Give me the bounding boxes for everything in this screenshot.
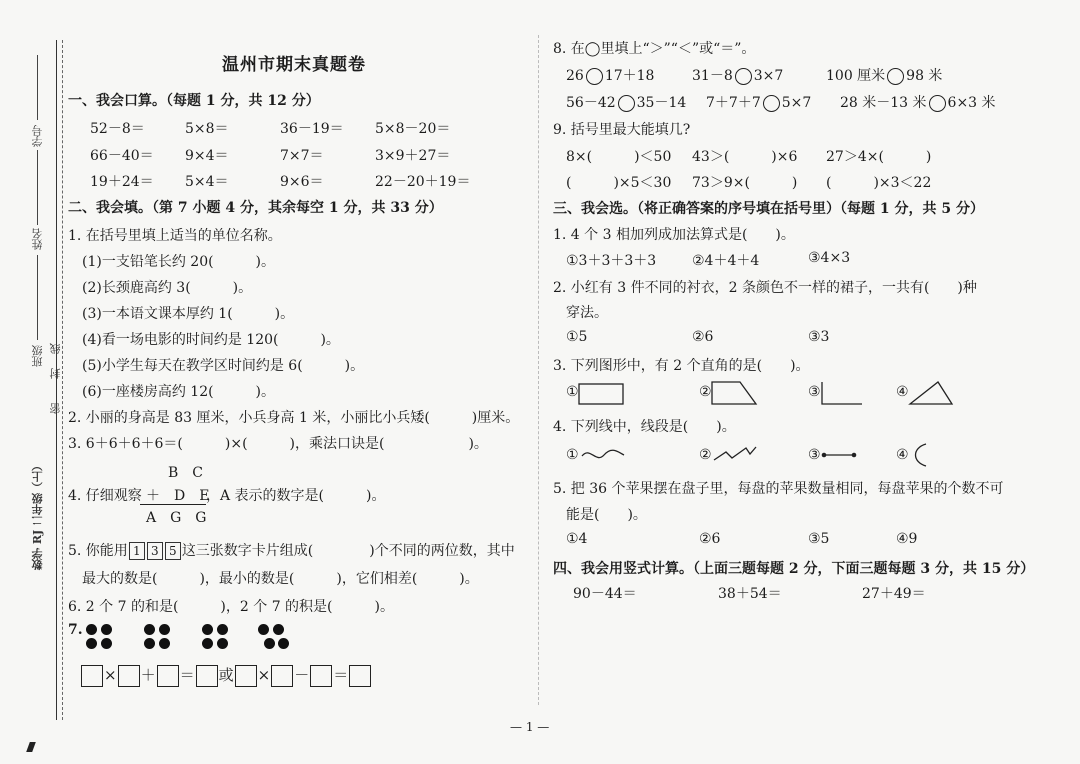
compare-circle[interactable] xyxy=(763,95,780,112)
mental-math-item: 5×8＝ xyxy=(185,121,229,137)
compare-item: 100 厘米 98 米 xyxy=(826,68,943,84)
answer-box[interactable] xyxy=(310,665,332,687)
question-1-item: (1)一支铅笔长约 20( )。 xyxy=(82,254,276,270)
mental-math-item: 19＋24＝ xyxy=(90,174,154,190)
dot-group xyxy=(144,624,172,650)
operator: ＝ xyxy=(333,666,349,684)
option: ①4 xyxy=(566,531,588,547)
answer-box[interactable] xyxy=(118,665,140,687)
mental-math-item: 52－8＝ xyxy=(90,121,145,137)
section-3-heading: 三、我会选。（将正确答案的序号填在括号里）（每题 1 分，共 5 分） xyxy=(553,201,984,217)
puzzle-sum-line xyxy=(140,504,206,505)
mental-math-item: 3×9＋27＝ xyxy=(375,148,451,164)
question-2: 2. 小丽的身高是 83 厘米，小兵身高 1 米，小丽比小兵矮( )厘米。 xyxy=(68,410,520,426)
wavy-line xyxy=(580,446,626,464)
page-title: 温州市期末真题卷 xyxy=(222,55,366,75)
compare-item: 28 米－13 米 6×3 米 xyxy=(840,95,996,111)
mental-math-item: 9×4＝ xyxy=(185,148,229,164)
operator: ＋ xyxy=(140,666,156,684)
question-6: 6. 2 个 7 的和是( )，2 个 7 的积是( )。 xyxy=(68,599,394,615)
question-7-label: 7. xyxy=(68,622,83,638)
segment-line xyxy=(820,448,860,462)
fill-item: 8×( )＜50 xyxy=(566,149,672,165)
choice-question-4: 4. 下列线中，线段是( )。 xyxy=(553,419,736,435)
option: ④ xyxy=(896,447,909,463)
puzzle-middle-row: ＋ D E xyxy=(146,488,210,504)
name-blank xyxy=(37,150,39,225)
compare-item: 31－8 3×7 xyxy=(692,68,784,84)
option: ④9 xyxy=(896,531,918,547)
seal-word: 封 xyxy=(49,368,62,379)
or-word: 或 xyxy=(218,666,234,684)
option: ④ xyxy=(896,384,909,400)
puzzle-top-row: B C xyxy=(168,465,203,481)
question-5-prefix: 5. 你能用 xyxy=(68,543,128,559)
choice-question-2-cont: 穿法。 xyxy=(566,305,608,321)
vertical-calc-item: 90－44＝ xyxy=(573,586,637,602)
answer-box[interactable] xyxy=(196,665,218,687)
question-1-item: (5)小学生每天在教学区时间约是 6( )。 xyxy=(82,358,365,374)
option: ③3 xyxy=(808,329,830,345)
vertical-calc-item: 27＋49＝ xyxy=(862,586,926,602)
mental-math-item: 66－40＝ xyxy=(90,148,154,164)
tight-word: 密 xyxy=(49,403,62,414)
question-1-item: (2)长颈鹿高约 3( )。 xyxy=(82,280,253,296)
question-7-equations xyxy=(80,664,372,687)
option: ②6 xyxy=(692,329,714,345)
number-card: 5 xyxy=(165,542,181,560)
question-5-text: 这三张数字卡片组成( )个不同的两位数，其中 xyxy=(181,543,515,559)
right-angle-shape xyxy=(820,380,864,406)
option: ③ xyxy=(808,447,821,463)
question-5-line-1 xyxy=(68,540,515,560)
option: ②4＋4＋4 xyxy=(692,253,760,269)
mental-math-item: 9×6＝ xyxy=(280,174,324,190)
question-1: 1. 在括号里填上适当的单位名称。 xyxy=(68,228,282,244)
choice-question-2: 2. 小红有 3 件不同的衬衣，2 条颜色不一样的裙子，一共有( )种 xyxy=(553,280,977,296)
binding-line xyxy=(56,40,57,720)
question-3: 3. 6＋6＋6＋6＝( )×( )，乘法口诀是( )。 xyxy=(68,436,488,452)
fill-item: 27＞4×( ) xyxy=(826,149,932,165)
section-2-heading: 二、我会填。（第 7 小题 4 分，其余每空 1 分，共 33 分） xyxy=(68,200,443,216)
class-blank xyxy=(37,255,39,340)
mental-math-item: 7×7＝ xyxy=(280,148,324,164)
section-1-heading: 一、我会口算。（每题 1 分，共 12 分） xyxy=(68,93,320,109)
rectangle-shape xyxy=(578,382,626,406)
operator: × xyxy=(104,666,117,684)
choice-question-5: 5. 把 36 个苹果摆在盘子里，每盘的苹果数量相同，每盘苹果的个数不可 xyxy=(553,481,1004,497)
compare-circle[interactable] xyxy=(887,68,904,85)
answer-box[interactable] xyxy=(349,665,371,687)
question-1-item: (3)一本语文课本厚约 1( )。 xyxy=(82,306,295,322)
fill-item: ( )×3＜22 xyxy=(826,175,932,191)
answer-box[interactable] xyxy=(271,665,293,687)
operator: － xyxy=(294,666,310,684)
option: ③5 xyxy=(808,531,830,547)
mental-math-item: 22－20＋19＝ xyxy=(375,174,471,190)
compare-circle[interactable] xyxy=(618,95,635,112)
page-number: — 1 — xyxy=(510,720,550,734)
dot-group xyxy=(202,624,230,650)
option: ① xyxy=(566,447,579,463)
book-label: 数学 RJ 二年级（上） xyxy=(31,460,44,571)
vertical-calc-item: 38＋54＝ xyxy=(718,586,782,602)
mental-math-item: 5×4＝ xyxy=(185,174,229,190)
option: ①5 xyxy=(566,329,588,345)
line-word: 线 xyxy=(49,343,62,354)
option: ② xyxy=(699,384,712,400)
question-1-item: (6)一座楼房高约 12( )。 xyxy=(82,384,276,400)
compare-circle[interactable] xyxy=(929,95,946,112)
choice-question-5-cont: 能是( )。 xyxy=(566,507,647,523)
fill-item: 73＞9×( ) xyxy=(692,175,798,191)
fill-item: ( )×5＜30 xyxy=(566,175,672,191)
question-5-line-2: 最大的数是( )，最小的数是( )，它们相差( )。 xyxy=(82,571,479,587)
compare-item: 56－42 35－14 xyxy=(566,95,687,111)
question-4-prefix: 4. 仔细观察 xyxy=(68,488,142,504)
option: ①3＋3＋3＋3 xyxy=(566,253,657,269)
operator: ＝ xyxy=(179,666,195,684)
question-9: 9. 括号里最大能填几? xyxy=(553,122,691,138)
binding-dashed-line xyxy=(62,40,63,720)
option: ③4×3 xyxy=(808,250,851,266)
option: ② xyxy=(699,447,712,463)
trapezoid-shape xyxy=(710,380,758,406)
answer-box[interactable] xyxy=(235,665,257,687)
binding-margin xyxy=(0,0,70,764)
option: ②6 xyxy=(699,531,721,547)
student-id-blank xyxy=(37,55,39,120)
name-label: 姓名 xyxy=(31,228,44,250)
compare-circle[interactable] xyxy=(586,68,603,85)
compare-item: 7＋7＋7 5×7 xyxy=(706,95,812,111)
class-label: 班级 xyxy=(31,345,44,367)
compare-circle[interactable] xyxy=(735,68,752,85)
curve-line xyxy=(908,442,932,468)
question-1-item: (4)看一场电影的时间约是 120( )。 xyxy=(82,332,340,348)
answer-box[interactable] xyxy=(157,665,179,687)
puzzle-bottom-row: A G G xyxy=(146,510,207,526)
choice-question-3: 3. 下列图形中，有 2 个直角的是( )。 xyxy=(553,358,810,374)
column-divider xyxy=(538,35,539,705)
fill-item: 43＞( )×6 xyxy=(692,149,798,165)
option: ① xyxy=(566,384,579,400)
number-card: 3 xyxy=(147,542,163,560)
answer-box[interactable] xyxy=(81,665,103,687)
zigzag-line xyxy=(712,444,758,464)
triangle-shape xyxy=(908,380,954,406)
student-id-label: 学号 xyxy=(31,125,44,147)
dot-group xyxy=(258,624,286,650)
question-8: 8. 在◯里填上“＞”“＜”或“＝”。 xyxy=(553,41,756,57)
number-card: 1 xyxy=(129,542,145,560)
question-4-suffix: ，A 表示的数字是( )。 xyxy=(206,488,386,504)
option: ③ xyxy=(808,384,821,400)
mental-math-item: 36－19＝ xyxy=(280,121,344,137)
dot-group xyxy=(86,624,114,650)
mental-math-item: 5×8－20＝ xyxy=(375,121,451,137)
choice-question-1: 1. 4 个 3 相加列成加法算式是( )。 xyxy=(553,227,795,243)
operator: × xyxy=(257,666,271,684)
section-4-heading: 四、我会用竖式计算。（上面三题每题 2 分，下面三题每题 3 分，共 15 分） xyxy=(553,561,1035,577)
compare-item: 26 17＋18 xyxy=(566,68,655,84)
